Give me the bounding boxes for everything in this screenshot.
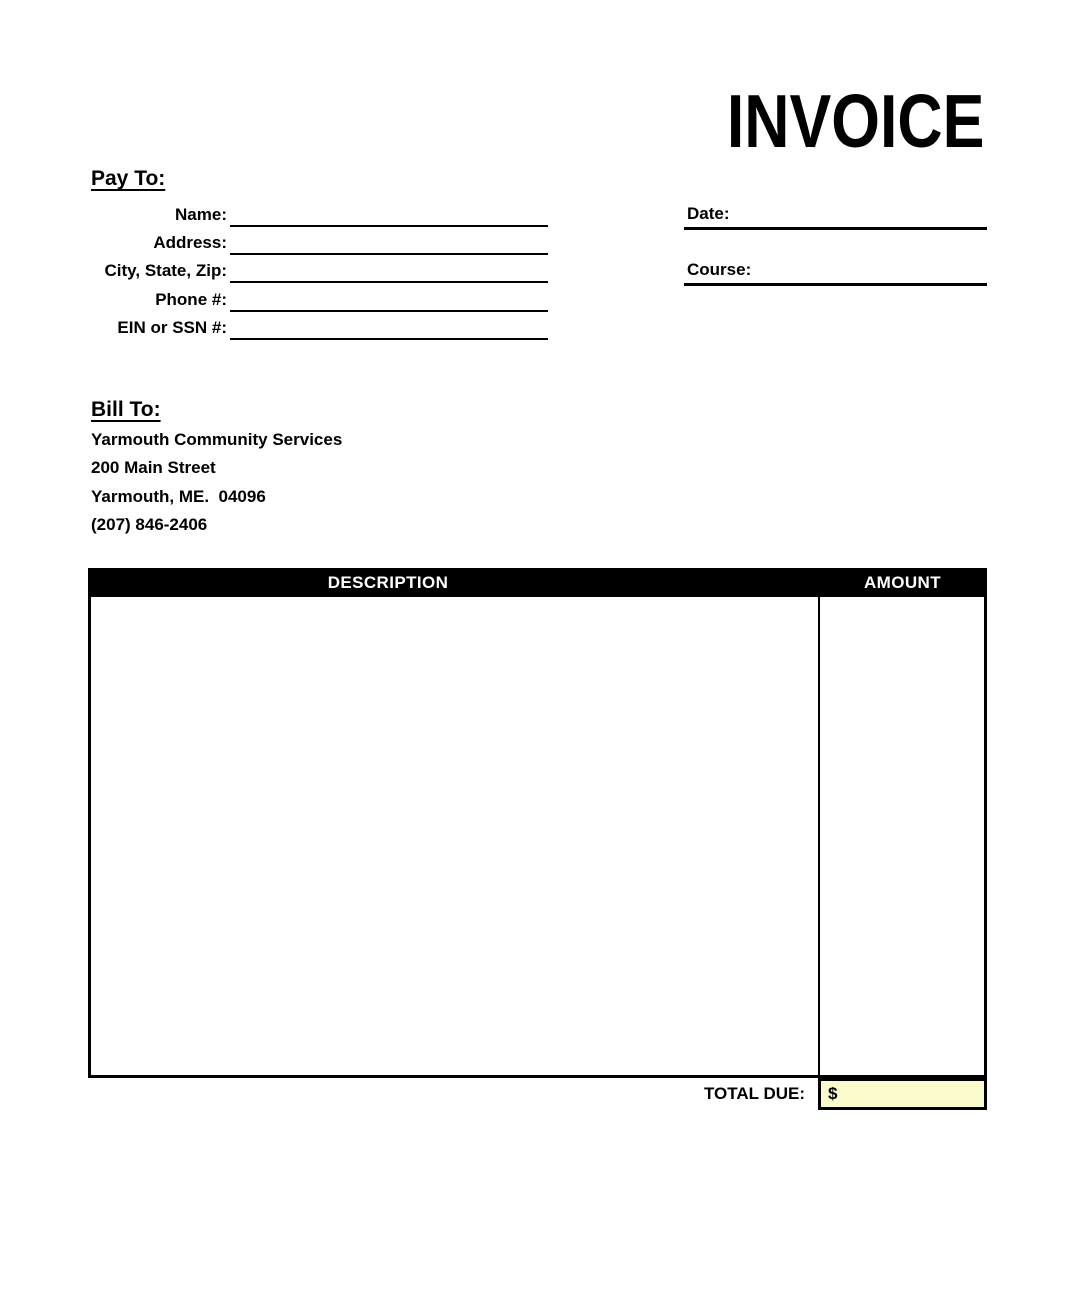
bill-to-street: 200 Main Street	[91, 458, 216, 478]
date-row	[684, 203, 987, 230]
phone-label: Phone #:	[155, 290, 227, 309]
address-label: Address:	[153, 233, 227, 252]
pay-to-heading: Pay To:	[91, 167, 166, 190]
ein-ssn-label: EIN or SSN #:	[117, 318, 227, 337]
amount-column-header: AMOUNT	[864, 572, 941, 592]
table-body	[88, 597, 987, 1078]
pay-to-row-phone	[80, 288, 548, 312]
phone-field-line	[230, 286, 548, 312]
currency-symbol: $	[828, 1084, 838, 1103]
page-title: INVOICE	[726, 79, 984, 163]
course-row	[684, 259, 987, 286]
total-due-amount-box	[818, 1078, 987, 1110]
address-field-line	[230, 229, 548, 255]
date-label: Date:	[687, 204, 730, 223]
ein-ssn-field-line	[230, 314, 548, 340]
description-cell-empty	[91, 597, 818, 1075]
course-label: Course:	[687, 260, 752, 279]
pay-to-row-address	[80, 231, 548, 255]
pay-to-row-ein-ssn	[80, 316, 548, 340]
total-due-label: TOTAL DUE:	[703, 1084, 805, 1103]
bill-to-block	[91, 426, 342, 540]
total-row	[88, 1078, 987, 1110]
description-column-header: DESCRIPTION	[327, 572, 449, 592]
pay-to-row-city-state-zip	[80, 259, 548, 283]
city-state-zip-label: City, State, Zip:	[104, 261, 227, 280]
bill-to-phone: (207) 846-2406	[91, 515, 208, 535]
bill-to-city-state-zip: Yarmouth, ME. 04096	[91, 486, 266, 506]
name-label: Name:	[175, 205, 227, 224]
amount-cell-empty	[820, 597, 984, 1075]
pay-to-row-name	[80, 203, 548, 227]
name-field-line	[230, 201, 548, 227]
city-state-zip-field-line	[230, 257, 548, 283]
bill-to-company: Yarmouth Community Services	[91, 430, 343, 449]
line-items-table	[88, 568, 987, 1110]
table-header-row	[88, 568, 987, 597]
bill-to-heading: Bill To:	[91, 398, 161, 421]
